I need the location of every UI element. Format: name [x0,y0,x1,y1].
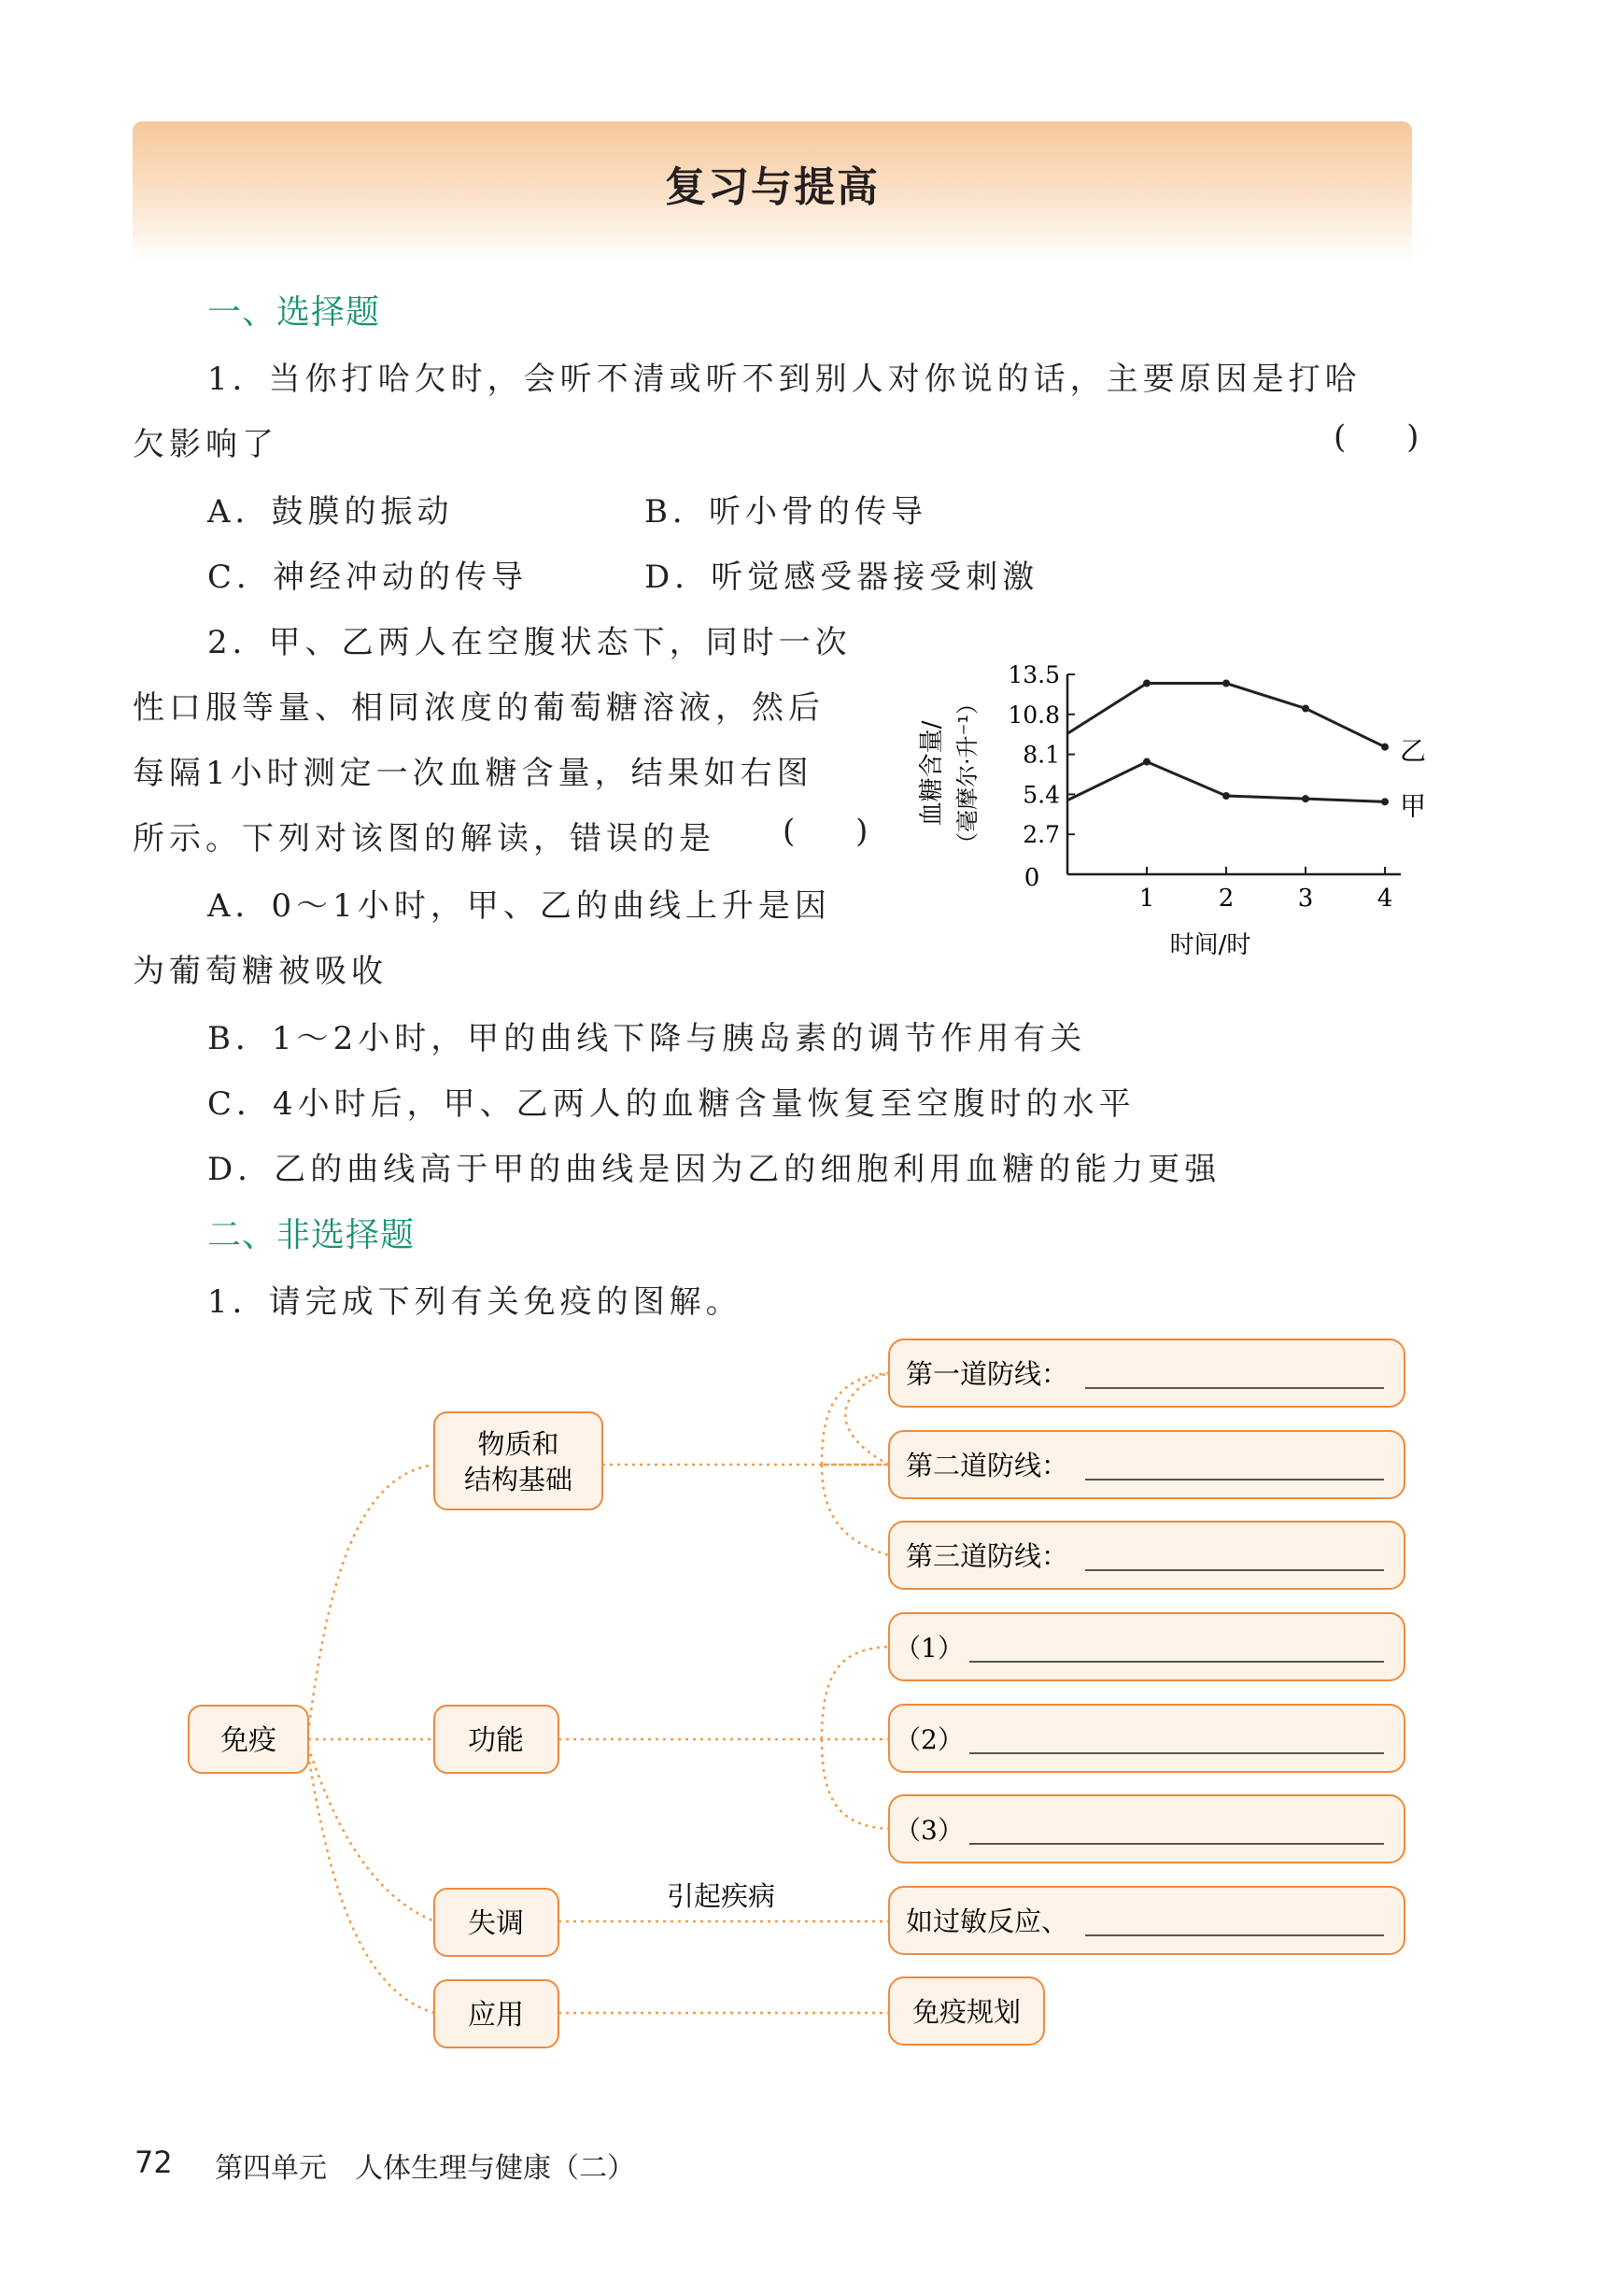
q2-stem-line4: 所示。下列对该图的解读，错误的是 [133,820,715,857]
svg-text:第二道防线：: 第二道防线： [906,1450,1069,1481]
q2-option-c: C．4小时后，甲、乙两人的血糖含量恢复至空腹时的水平 [207,1085,1136,1123]
box-second-line[interactable] [889,1431,1405,1498]
q2-stem-line1: 2．甲、乙两人在空腹状态下，同时一次 [207,624,852,661]
q1-option-b: B．听小骨的传导 [644,493,927,531]
q2-stem-line2: 性口服等量、相同浓度的葡萄糖溶液，然后 [133,689,825,727]
section-heading-choice: 一、选择题 [207,293,381,332]
q1-option-a: A．鼓膜的振动 [207,493,454,531]
chart-series-label: 乙 [1400,735,1427,767]
q2-stem-line3: 每隔1小时测定一次血糖含量，结果如右图 [133,755,813,792]
box-function-1[interactable] [889,1613,1405,1680]
q1-stem-line1: 1．当你打哈欠时，会听不清或听不到别人对你说的话，主要原因是打哈 [207,361,1362,398]
page-title: 复习与提高 [665,163,880,211]
chart-data-point [1381,744,1389,751]
chart-data-point [1222,792,1230,800]
box-immunization-plan [889,1977,1044,2045]
chart-y-label: 血糖含量/ [918,720,946,827]
box-first-line[interactable] [889,1339,1405,1407]
chart-x-tick-label: 3 [1297,885,1314,913]
chart-data-point [1143,758,1151,766]
q1-option-c: C．神经冲动的传导 [207,559,529,596]
q1-stem-line2: 欠影响了 [133,426,278,463]
svg-text:应用: 应用 [468,1999,524,2032]
q1-option-d: D．听觉感受器接受刺激 [644,559,1039,596]
chart-series-line-yi [1067,684,1385,747]
page-number: 72 [134,2145,173,2180]
chart-data-point [1302,704,1309,712]
q2-option-a-line2: 为葡萄糖被吸收 [133,953,388,990]
node-disorder [434,1889,558,1956]
node-immunity [189,1706,308,1773]
box-function-3[interactable] [889,1795,1405,1863]
q2-option-a-line1: A．0～1小时，甲、乙的曲线上升是因 [207,887,831,925]
svg-text:如过敏反应、: 如过敏反应、 [906,1905,1069,1937]
chart-y-tick-label: 5.4 [1023,781,1060,809]
q2-answer-blank: ( ) [783,813,868,850]
chart-y-tick-label: 13.5 [1008,661,1060,688]
svg-text:失调: 失调 [468,1907,524,1940]
q1-answer-blank: ( ) [1334,418,1419,456]
chart-data-point [1381,798,1389,805]
q2-option-d: D．乙的曲线高于甲的曲线是因为乙的细胞利用血糖的能力更强 [207,1151,1222,1188]
chart-data-point [1302,795,1309,802]
chart-x-tick-label: 4 [1377,885,1393,913]
box-function-2[interactable] [889,1705,1405,1772]
svg-text:（1）: （1） [895,1633,964,1664]
node-material-structure [434,1412,602,1509]
title-banner [133,121,1412,262]
footer-unit: 第四单元 [215,2152,327,2185]
chart-y-tick-label: 10.8 [1008,701,1060,729]
chart-y-label-unit: （毫摩尔·升⁻¹） [954,692,981,855]
chart-x-tick-label: 2 [1218,885,1235,913]
chart-data-point [1143,680,1151,687]
node-function [434,1706,558,1773]
node-application [434,1980,558,2047]
svg-text:第一道防线：: 第一道防线： [906,1358,1069,1390]
svg-text:（3）: （3） [895,1815,964,1846]
chart-x-label: 时间/时 [1169,931,1251,959]
footer-unit-title: 人体生理与健康（二） [355,2152,635,2185]
chart-data-point [1222,680,1230,687]
svg-text:免疫: 免疫 [220,1724,276,1757]
s2-q1-stem: 1．请完成下列有关免疫的图解。 [207,1283,742,1321]
svg-text:物质和: 物质和 [477,1428,559,1460]
svg-text:功能: 功能 [468,1724,524,1757]
svg-text:免疫规划: 免疫规划 [911,1996,1022,2028]
svg-text:第三道防线：: 第三道防线： [906,1540,1069,1572]
section-heading-nonchoice: 二、非选择题 [207,1216,416,1254]
box-disorder-example[interactable] [889,1887,1405,1954]
box-third-line[interactable] [889,1522,1405,1589]
chart-series-label: 甲 [1400,790,1427,822]
chart-y-tick-label: 2.7 [1023,821,1060,849]
label-cause-disease: 引起疾病 [666,1880,776,1912]
chart-x-tick-label: 1 [1138,885,1155,913]
immunity-concept-map [0,1317,1624,2064]
q2-option-b: B．1～2小时，甲的曲线下降与胰岛素的调节作用有关 [207,1020,1087,1057]
svg-text:（2）: （2） [895,1724,964,1755]
chart-y-tick-label: 8.1 [1023,741,1060,769]
chart-origin-label: 0 [1024,864,1040,892]
svg-text:结构基础: 结构基础 [463,1464,573,1495]
blood-glucose-chart [897,654,1457,971]
